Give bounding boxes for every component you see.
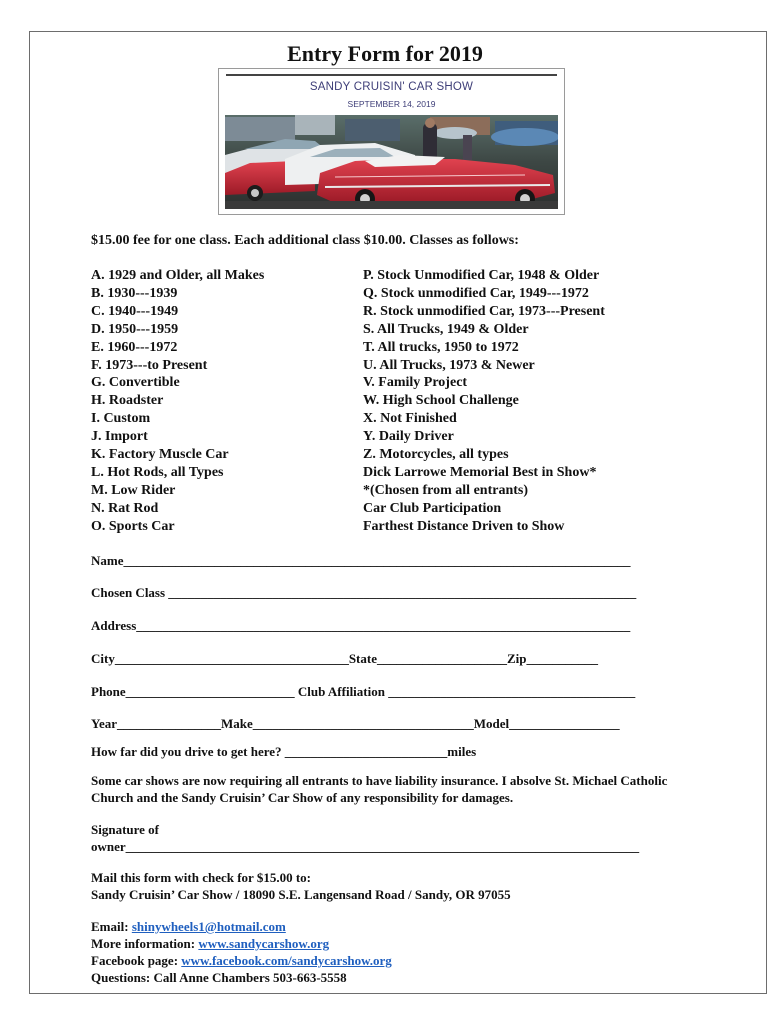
class-q: Q. Stock unmodified Car, 1949---1972: [363, 285, 589, 301]
banner-rule: [226, 74, 557, 76]
banner-date: SEPTEMBER 14, 2019: [347, 99, 436, 109]
class-y: Y. Daily Driver: [363, 429, 454, 445]
show-banner: [218, 68, 565, 215]
class-g: G. Convertible: [91, 375, 180, 391]
contact-info: [91, 918, 392, 986]
signature-label: Signature of: [91, 822, 160, 837]
class-best-in-show: Dick Larrowe Memorial Best in Show*: [363, 464, 597, 480]
class-x: X. Not Finished: [363, 411, 457, 427]
class-car-club: Car Club Participation: [363, 500, 502, 516]
email-label: Email:: [91, 919, 132, 934]
mail-instructions: [91, 870, 691, 903]
class-e: E. 1960---1972: [91, 339, 178, 355]
fee-line: $15.00 fee for one class. Each additional class $10.00. Classes as follows:: [91, 233, 519, 248]
class-i: I. Custom: [91, 411, 151, 427]
class-b: B. 1930---1939: [91, 285, 178, 301]
insurance-disclaimer: Some car shows are now requiring all entrants to have liability insurance. I absolve St. Michael Catholic Church and the Sandy Cruisin’ Car Show of any responsibility for damages.: [91, 773, 668, 805]
website-link[interactable]: www.sandycarshow.org: [198, 936, 330, 951]
classes-left-list: [91, 267, 264, 536]
class-o: O. Sports Car: [91, 518, 175, 534]
banner-show-name: SANDY CRUISIN' CAR SHOW: [309, 81, 474, 93]
email-link[interactable]: shinywheels1@hotmail.com: [131, 919, 286, 934]
class-t: T. All trucks, 1950 to 1972: [363, 339, 519, 355]
info-label: More information:: [91, 936, 199, 951]
class-u: U. All Trucks, 1973 & Newer: [363, 357, 535, 373]
city-state-zip-field[interactable]: City____________________________________State____________________Zip___________: [91, 651, 598, 666]
page-title: Entry Form for 2019: [287, 41, 483, 66]
class-h: H. Roadster: [91, 393, 164, 409]
facebook-label: Facebook page:: [91, 953, 182, 968]
class-a: A. 1929 and Older, all Makes: [91, 268, 265, 283]
class-p: P. Stock Unmodified Car, 1948 & Older: [363, 268, 600, 283]
class-n: N. Rat Rod: [91, 500, 159, 516]
class-s: S. All Trucks, 1949 & Older: [363, 321, 529, 337]
class-farthest-distance: Farthest Distance Driven to Show: [363, 518, 565, 534]
class-v: V. Family Project: [363, 375, 468, 391]
mail-line-1: Mail this form with check for $15.00 to:: [91, 870, 312, 885]
class-k: K. Factory Muscle Car: [91, 447, 229, 463]
name-field[interactable]: Name______________________________________________________________________________: [91, 553, 631, 568]
class-best-in-show-note: *(Chosen from all entrants): [363, 482, 529, 498]
address-field[interactable]: Address____________________________________________________________________________: [91, 618, 631, 633]
classes-right-list: [363, 267, 605, 536]
class-f: F. 1973---to Present: [91, 357, 208, 373]
mail-address: Sandy Cruisin’ Car Show / 18090 S.E. Langensand Road / Sandy, OR 97055: [91, 886, 511, 902]
phone-club-field[interactable]: Phone__________________________ Club Affiliation ______________________________________: [91, 684, 636, 699]
class-j: J. Import: [91, 429, 148, 445]
class-z: Z. Motorcycles, all types: [363, 447, 509, 463]
class-m: M. Low Rider: [91, 482, 176, 498]
distance-field[interactable]: How far did you drive to get here? _________________________miles: [91, 744, 477, 759]
signature-block[interactable]: [91, 822, 691, 855]
year-make-model-field[interactable]: Year________________Make__________________________________Model_________________: [91, 716, 620, 731]
signature-line[interactable]: owner_______________________________________________________________________________: [91, 838, 640, 854]
class-c: C. 1940---1949: [91, 303, 179, 319]
car-show-photo: [225, 115, 558, 209]
chosen-class-field[interactable]: Chosen Class ________________________________________________________________________: [91, 585, 637, 600]
questions-line: Questions: Call Anne Chambers 503-663-5558: [91, 970, 347, 985]
class-l: L. Hot Rods, all Types: [91, 464, 224, 480]
class-d: D. 1950---1959: [91, 321, 179, 337]
facebook-link[interactable]: www.facebook.com/sandycarshow.org: [181, 953, 392, 968]
class-r: R. Stock unmodified Car, 1973---Present: [363, 303, 605, 319]
class-w: W. High School Challenge: [363, 393, 519, 409]
